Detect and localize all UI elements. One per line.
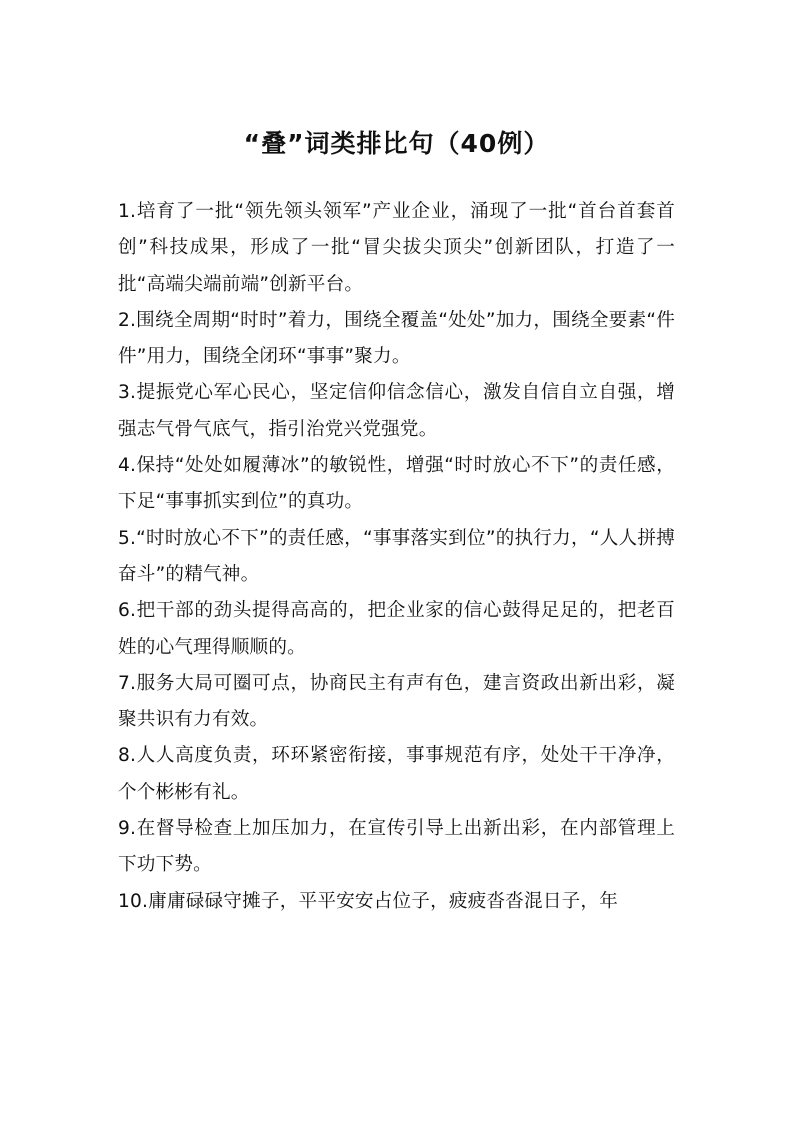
paragraph-1: 1.培育了一批“领先领头领军”产业企业，涌现了一批“首台首套首创”科技成果，形成了一批“冒尖拔尖顶尖”创新团队，打造了一批“高端尖端前端”创新平台。 xyxy=(118,201,675,295)
paragraph-5: 5.“时时放心不下”的责任感，“事事落实到位”的执行力，“人人拼搏奋斗”的精气神。 xyxy=(118,527,675,585)
paragraph-10: 10.庸庸碌碌守摊子，平平安安占位子，疲疲沓沓混日子，年 xyxy=(118,890,619,912)
document-body xyxy=(118,194,675,920)
paragraph-3: 3.提振党心军心民心，坚定信仰信念信心，激发自信自立自强，增强志气骨气底气，指引治党兴党强党。 xyxy=(118,382,675,440)
paragraph-4: 4.保持“处处如履薄冰”的敏锐性，增强“时时放心不下”的责任感，下足“事事抓实到位”的真功。 xyxy=(118,455,675,513)
paragraph-7: 7.服务大局可圈可点，协商民主有声有色，建言资政出新出彩，凝聚共识有力有效。 xyxy=(118,672,675,731)
paragraph-6: 6.把干部的劲头提得高高的，把企业家的信心鼓得足足的，把老百姓的心气理得顺顺的。 xyxy=(118,600,675,658)
paragraph-8: 8.人人高度负责，环环紧密衔接，事事规范有序，处处干干净净，个个彬彬有礼。 xyxy=(118,745,675,803)
document-title: “叠”词类排比句（40例） xyxy=(243,129,550,158)
paragraph-9: 9.在督导检查上加压加力，在宣传引导上出新出彩，在内部管理上下功下势。 xyxy=(118,818,675,876)
paragraph-2: 2.围绕全周期“时时”着力，围绕全覆盖“处处”加力，围绕全要素“件件”用力，围绕全闭环“事事”聚力。 xyxy=(118,309,675,368)
